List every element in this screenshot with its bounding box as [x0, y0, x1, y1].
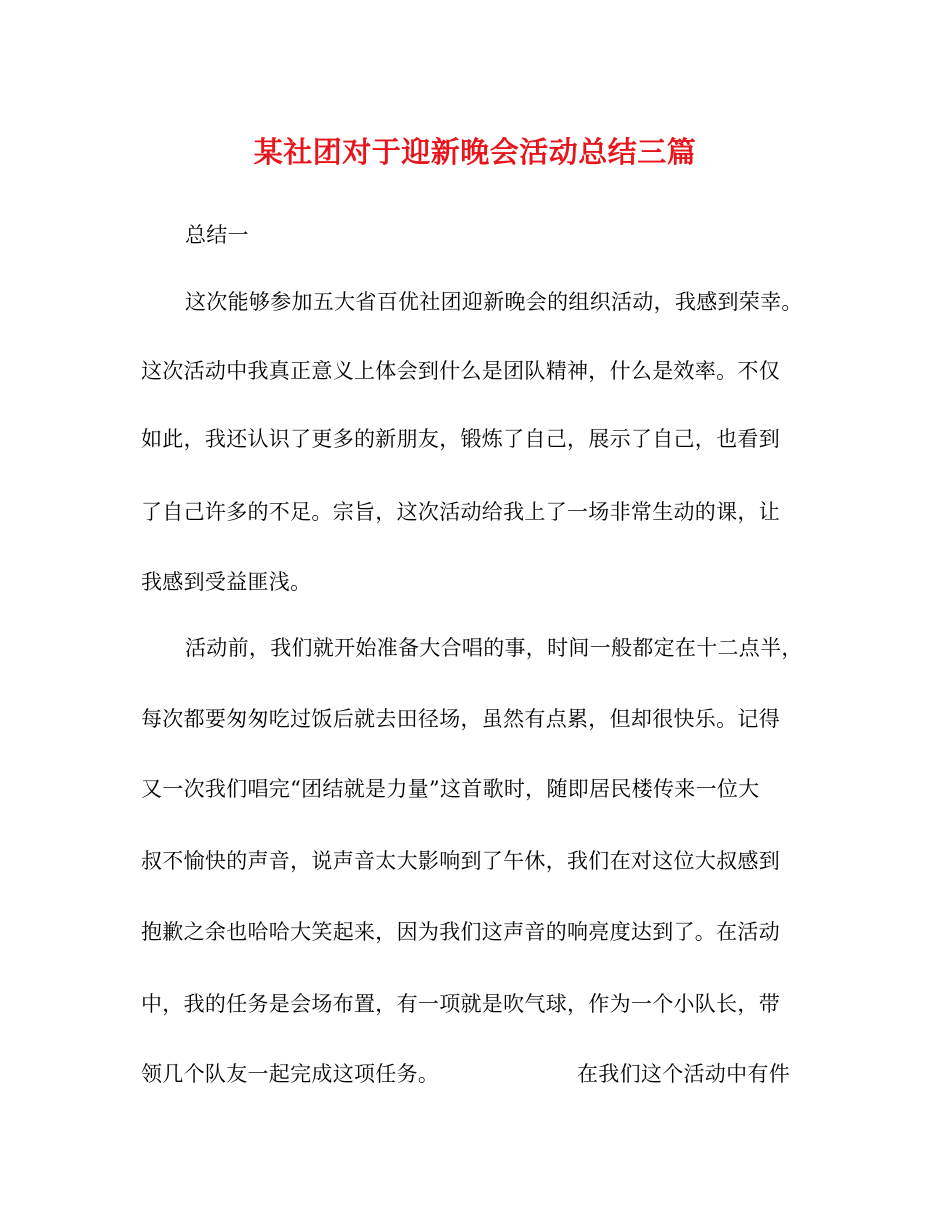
paragraph-line: 这次能够参加五大省百优社团迎新晚会的组织活动，我感到荣幸。 — [185, 290, 803, 314]
paragraph-line: 每次都要匆匆吃过饭后就去田径场，虽然有点累，但却很快乐。记得 — [141, 707, 780, 731]
section-heading: 总结一 — [185, 223, 249, 247]
paragraph-line: 如此，我还认识了更多的新朋友，锻炼了自己，展示了自己，也看到 — [141, 427, 780, 451]
paragraph-line: 领几个队友一起完成这项任务。 — [141, 1062, 440, 1086]
paragraph-line-continuation: 在我们这个活动中有件 — [577, 1062, 790, 1086]
document-title: 某社团对于迎新晚会活动总结三篇 — [253, 135, 697, 169]
paragraph-line: 叔不愉快的声音，说声音太大影响到了午休，我们在对这位大叔感到 — [141, 849, 780, 873]
paragraph-line: 我感到受益匪浅。 — [141, 570, 312, 594]
paragraph-line: 活动前，我们就开始准备大合唱的事，时间一般都定在十二点半， — [185, 636, 803, 660]
paragraph-line: 了自己许多的不足。宗旨，这次活动给我上了一场非常生动的课，让 — [141, 500, 780, 524]
paragraph-line: 这次活动中我真正意义上体会到什么是团队精神，什么是效率。不仅 — [141, 359, 780, 383]
paragraph-line: 又一次我们唱完“团结就是力量”这首歌时，随即居民楼传来一位大 — [141, 777, 760, 801]
paragraph-line: 中，我的任务是会场布置，有一项就是吹气球，作为一个小队长，带 — [141, 992, 780, 1016]
paragraph-line: 抱歉之余也哈哈大笑起来，因为我们这声音的响亮度达到了。在活动 — [141, 920, 780, 944]
